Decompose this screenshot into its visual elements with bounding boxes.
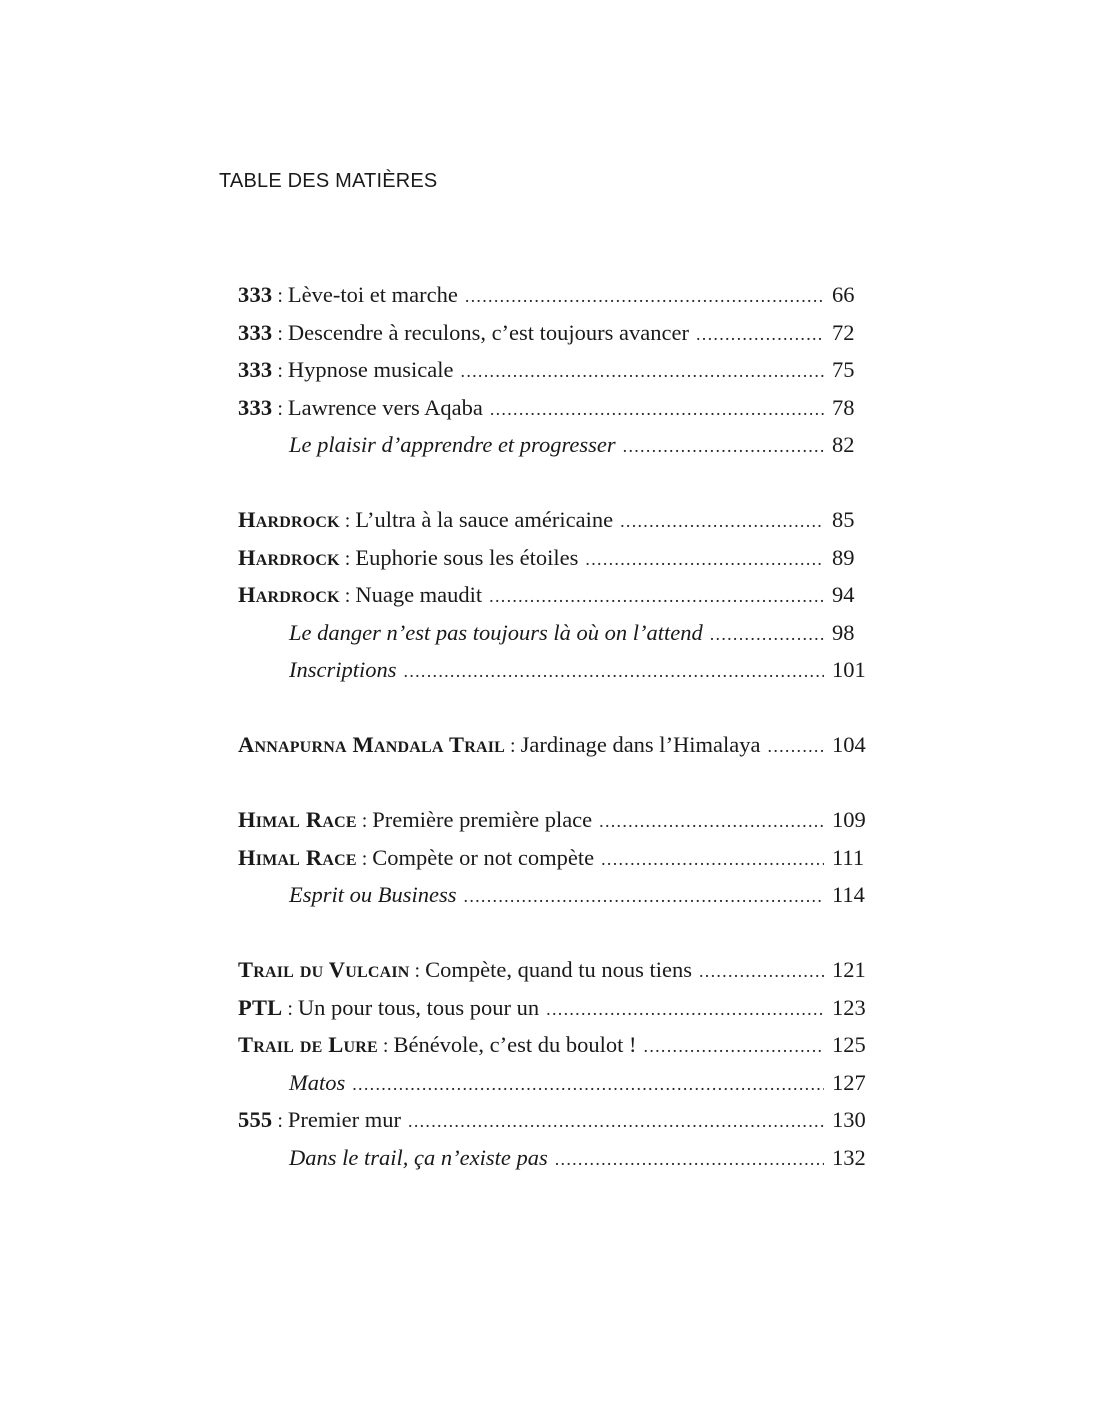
race-name: Trail de Lure: [238, 1032, 378, 1057]
toc-subentry: [238, 651, 878, 689]
page-number: 123: [832, 994, 866, 1020]
entry-title: Dans le trail, ça n’existe pas: [289, 1144, 548, 1170]
table-of-contents: [238, 276, 878, 1176]
page-number: 125: [832, 1032, 866, 1057]
toc-subentry: [238, 614, 878, 652]
page-number: 127: [832, 1069, 866, 1095]
colon-separator: :: [377, 1035, 394, 1057]
colon-separator: :: [272, 397, 288, 420]
toc-subentry: [238, 1139, 878, 1177]
entry-title: Lawrence vers Aqaba: [287, 394, 483, 420]
dot-leader: [404, 653, 824, 691]
entry-title: L’ultra à la sauce américaine: [355, 507, 614, 532]
entry-label: [238, 501, 613, 541]
colon-separator: :: [282, 997, 298, 1020]
toc-entry: [238, 1026, 878, 1064]
race-name: 333: [238, 357, 273, 382]
entry-title: Hypnose musicale: [287, 357, 454, 382]
entry-label: [238, 726, 761, 766]
toc-entry: [238, 501, 878, 539]
entry-title: Première première place: [372, 807, 593, 832]
dot-leader: [465, 278, 824, 316]
toc-entry: [238, 389, 878, 427]
entry-title: Le danger n’est pas toujours là où on l’attend: [289, 619, 703, 645]
dot-leader: [555, 1141, 824, 1179]
toc-entry: [238, 351, 878, 389]
entry-title: Un pour tous, tous pour un: [297, 994, 540, 1020]
entry-label: [238, 839, 594, 879]
entry-title: Inscriptions: [289, 657, 397, 682]
toc-subentry: [238, 1064, 878, 1102]
page-number: 94: [832, 582, 855, 607]
colon-separator: :: [505, 735, 521, 757]
entry-label: [238, 389, 483, 429]
dot-leader: [699, 953, 824, 991]
entry-title: Esprit ou Business: [289, 882, 457, 907]
entry-title: Jardinage dans l’Himalaya: [520, 732, 761, 757]
toc-entry: [238, 989, 878, 1027]
colon-separator: :: [356, 810, 373, 832]
page-number: 114: [832, 882, 865, 907]
toc-entry: [238, 539, 878, 577]
colon-separator: :: [339, 585, 356, 607]
toc-section: [238, 801, 878, 914]
toc-entry: [238, 276, 878, 314]
dot-leader: [352, 1066, 824, 1104]
race-name: PTL: [238, 994, 283, 1020]
entry-label: [238, 351, 454, 391]
toc-entry: [238, 839, 878, 877]
race-name: Trail du Vulcain: [238, 957, 410, 982]
entry-title: Compète, quand tu nous tiens: [425, 957, 692, 982]
race-name: Himal Race: [238, 807, 357, 832]
dot-leader: [408, 1103, 824, 1141]
entry-label: [289, 876, 457, 914]
toc-section: [238, 951, 878, 1176]
entry-label: [238, 1026, 637, 1066]
toc-section: [238, 276, 878, 464]
entry-label: [238, 276, 458, 316]
entry-label: [238, 989, 539, 1029]
entry-label: [289, 651, 397, 689]
dot-leader: [461, 353, 824, 391]
entry-title: Euphorie sous les étoiles: [355, 544, 579, 570]
toc-subentry: [238, 426, 878, 464]
toc-entry: [238, 314, 878, 352]
entry-title: Descendre à reculons, c’est toujours avancer: [287, 319, 689, 345]
entry-label: [289, 426, 616, 464]
toc-entry: [238, 801, 878, 839]
toc-subentry: [238, 876, 878, 914]
entry-title: Le plaisir d’apprendre et progresser: [289, 432, 616, 457]
dot-leader: [546, 991, 824, 1029]
page-number: 75: [832, 357, 855, 382]
page-number: 66: [832, 282, 855, 307]
toc-section: [238, 726, 878, 764]
colon-separator: :: [356, 847, 373, 870]
dot-leader: [464, 878, 824, 916]
page-number: 82: [832, 432, 855, 457]
toc-entry: [238, 726, 878, 764]
dot-leader: [768, 728, 824, 766]
entry-label: [238, 951, 692, 991]
dot-leader: [599, 803, 824, 841]
colon-separator: :: [272, 1110, 288, 1132]
toc-entry: [238, 576, 878, 614]
page-number: 89: [832, 544, 855, 570]
entry-label: [289, 1064, 345, 1102]
page-number: 111: [832, 844, 865, 870]
toc-section: [238, 501, 878, 689]
toc-entry: [238, 951, 878, 989]
entry-title: Matos: [289, 1069, 346, 1095]
dot-leader: [696, 316, 824, 354]
dot-leader: [585, 541, 824, 579]
entry-label: [238, 576, 482, 616]
page-number: 72: [832, 319, 855, 345]
entry-title: Nuage maudit: [355, 582, 483, 607]
race-name: 333: [238, 282, 273, 307]
dot-leader: [601, 841, 824, 879]
race-name: Hardrock: [238, 507, 340, 532]
entry-label: [238, 1101, 401, 1141]
dot-leader: [644, 1028, 824, 1066]
entry-title: Bénévole, c’est du boulot !: [393, 1032, 637, 1057]
race-name: 333: [238, 394, 273, 420]
colon-separator: :: [339, 547, 356, 570]
page-number: 121: [832, 957, 866, 982]
page-number: 78: [832, 394, 855, 420]
colon-separator: :: [409, 960, 426, 982]
page-number: 104: [832, 732, 866, 757]
dot-leader: [710, 616, 824, 654]
page-title: TABLE DES MATIÈRES: [219, 170, 438, 192]
race-name: Himal Race: [238, 844, 357, 870]
dot-leader: [490, 391, 824, 429]
race-name: 333: [238, 319, 273, 345]
colon-separator: :: [272, 285, 288, 307]
page-number: 109: [832, 807, 866, 832]
colon-separator: :: [272, 322, 288, 345]
dot-leader: [489, 578, 824, 616]
race-name: Hardrock: [238, 582, 340, 607]
dot-leader: [620, 503, 824, 541]
toc-entry: [238, 1101, 878, 1139]
dot-leader: [623, 428, 824, 466]
page-number: 98: [832, 619, 855, 645]
page-number: 101: [832, 657, 866, 682]
colon-separator: :: [272, 360, 288, 382]
entry-label: [289, 1139, 548, 1177]
entry-label: [238, 314, 689, 354]
page-number: 132: [832, 1144, 866, 1170]
colon-separator: :: [339, 510, 356, 532]
entry-title: Premier mur: [287, 1107, 402, 1132]
race-name: Hardrock: [238, 544, 340, 570]
entry-title: Compète or not compète: [372, 844, 595, 870]
race-name: Annapurna Mandala Trail: [238, 732, 506, 757]
entry-title: Lève-toi et marche: [287, 282, 458, 307]
page-number: 85: [832, 507, 855, 532]
entry-label: [238, 801, 592, 841]
page-number: 130: [832, 1107, 866, 1132]
entry-label: [238, 539, 578, 579]
entry-label: [289, 614, 703, 652]
race-name: 555: [238, 1107, 273, 1132]
